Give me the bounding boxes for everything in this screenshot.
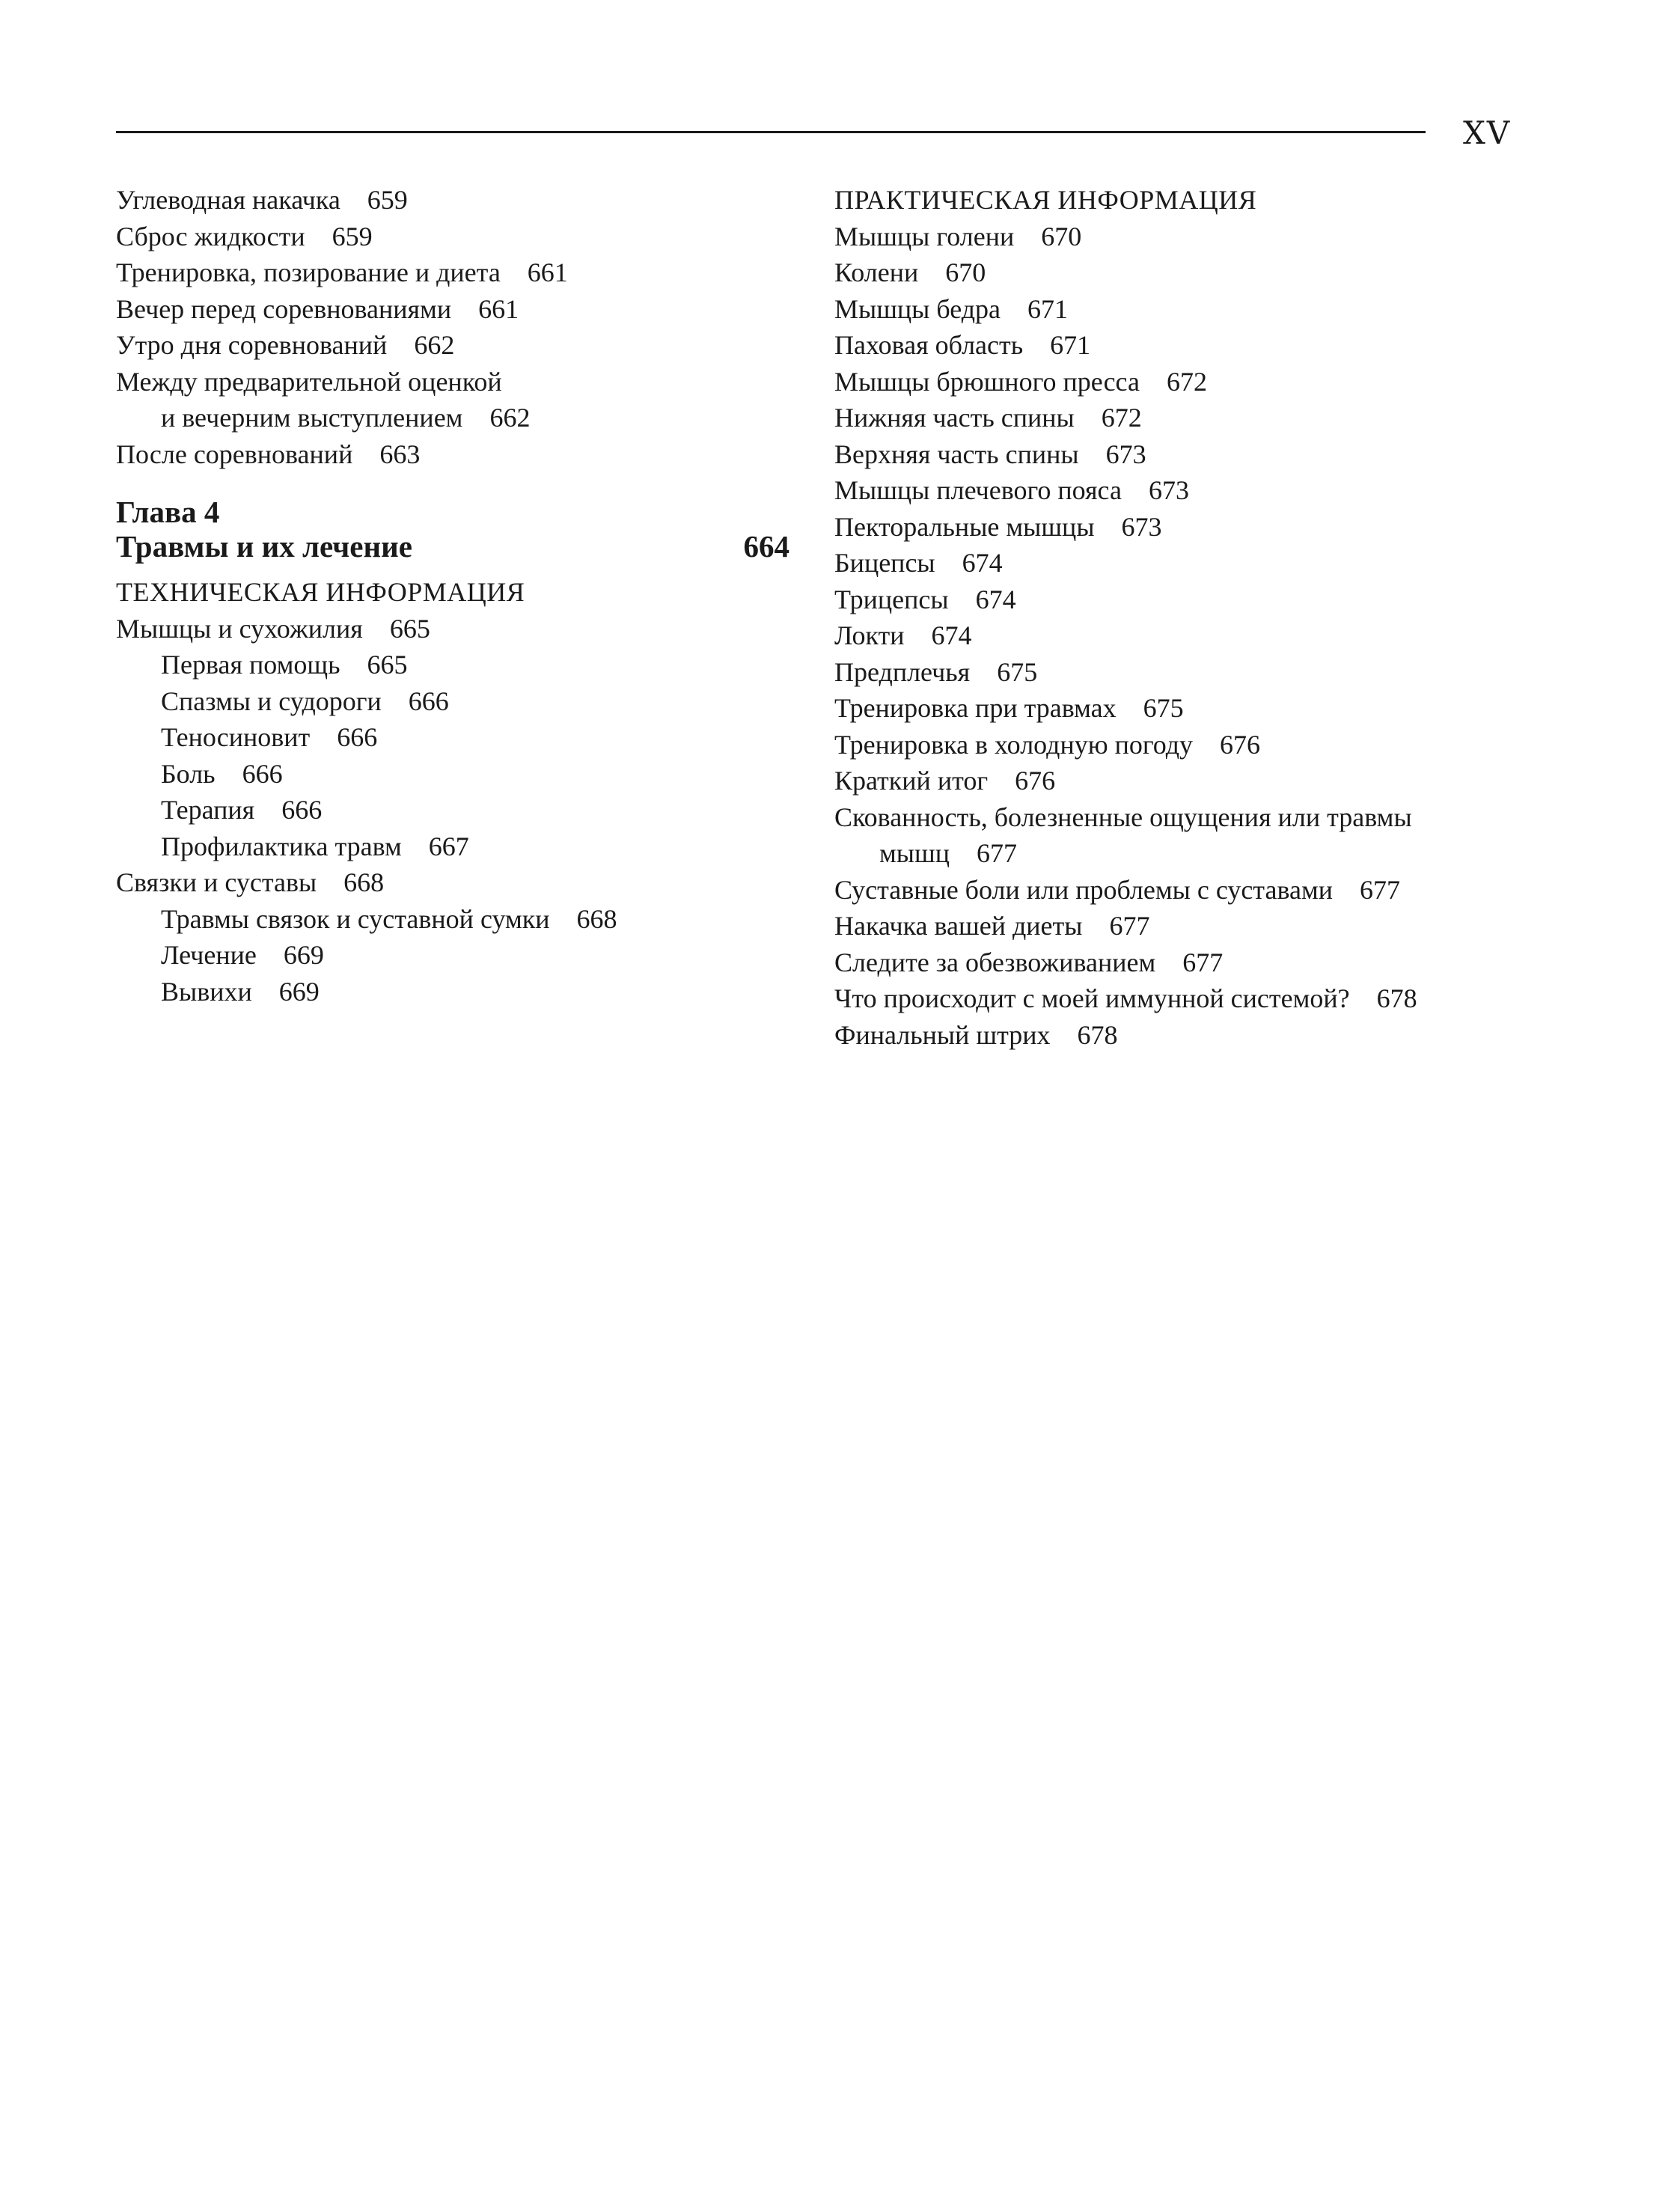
toc-page-number: 677 bbox=[1109, 911, 1150, 941]
toc-page-number: 665 bbox=[389, 613, 430, 644]
toc-page-number: 662 bbox=[489, 403, 531, 433]
toc-entry[interactable]: Углеводная накачка 659 bbox=[116, 185, 408, 215]
toc-page-number: 669 bbox=[278, 976, 320, 1007]
toc-entry[interactable]: Тренировка при травмах 675 bbox=[834, 693, 1184, 723]
toc-entry[interactable]: Верхняя часть спины 673 bbox=[834, 439, 1146, 469]
toc-subentry[interactable]: Терапия 666 bbox=[161, 795, 323, 825]
toc-page-number: 673 bbox=[1121, 511, 1162, 542]
toc-page-number: 670 bbox=[945, 257, 986, 287]
toc-page-number: 677 bbox=[1360, 874, 1400, 905]
toc-subentry[interactable]: Лечение 669 bbox=[161, 940, 324, 970]
toc-entry[interactable]: Суставные боли или проблемы с суставами 677 bbox=[834, 874, 1400, 905]
toc-page-number: 661 bbox=[527, 257, 568, 287]
toc-entry[interactable]: Пекторальные мышцы 673 bbox=[834, 511, 1162, 542]
toc-page-number: 674 bbox=[962, 548, 1003, 578]
toc-subentry[interactable]: Спазмы и судороги 666 bbox=[161, 686, 449, 716]
toc-entry[interactable]: Локти 674 bbox=[834, 620, 972, 650]
toc-subentry[interactable]: Теносиновит 666 bbox=[161, 722, 378, 752]
toc-entry[interactable]: Предплечья 675 bbox=[834, 656, 1038, 687]
toc-page-number: 676 bbox=[1015, 766, 1056, 796]
toc-page-number: 675 bbox=[1143, 693, 1184, 723]
header-rule bbox=[116, 131, 1426, 133]
chapter-label: Глава 4 bbox=[116, 495, 220, 529]
toc-entry[interactable]: Мышцы голени 670 bbox=[834, 221, 1082, 251]
toc-page-number: 674 bbox=[931, 620, 972, 650]
toc-right-column bbox=[834, 182, 1583, 1053]
toc-entry[interactable]: Краткий итог 676 bbox=[834, 766, 1056, 796]
toc-entry[interactable]: Тренировка, позирование и диета 661 bbox=[116, 257, 568, 287]
toc-page-number: 661 bbox=[478, 293, 519, 324]
chapter-heading[interactable] bbox=[116, 495, 789, 564]
toc-page-number: 675 bbox=[997, 656, 1038, 687]
toc-page-number: 674 bbox=[975, 584, 1016, 614]
page-number: XV bbox=[1463, 115, 1512, 151]
toc-entry[interactable]: Мышцы бедра 671 bbox=[834, 293, 1069, 324]
toc-page-number: 666 bbox=[242, 758, 283, 789]
toc-page-number: 659 bbox=[332, 221, 373, 251]
toc-page-number: 672 bbox=[1166, 366, 1207, 397]
toc-entry[interactable]: После соревнований 663 bbox=[116, 439, 421, 469]
toc-entry-multiline[interactable]: Между предварительной оценкой bbox=[116, 366, 502, 397]
toc-page-number: 673 bbox=[1105, 439, 1146, 469]
toc-page-number: 671 bbox=[1050, 330, 1091, 360]
toc-entry[interactable]: Финальный штрих 678 bbox=[834, 1019, 1118, 1050]
toc-entry[interactable]: Тренировка в холодную погоду 676 bbox=[834, 729, 1261, 760]
toc-page-number: 670 bbox=[1041, 221, 1082, 251]
toc-page-number: 666 bbox=[408, 686, 449, 716]
toc-page-number: 669 bbox=[283, 940, 324, 970]
toc-page-number: 676 bbox=[1220, 729, 1261, 760]
toc-page-number: 662 bbox=[414, 330, 455, 360]
toc-entry-continuation[interactable]: мышц 677 bbox=[879, 838, 1017, 868]
toc-entry[interactable]: Вечер перед соревнованиями 661 bbox=[116, 293, 519, 324]
toc-subentry[interactable]: Вывихи 669 bbox=[161, 976, 320, 1007]
toc-entry[interactable]: Связки и суставы 668 bbox=[116, 867, 385, 897]
toc-page-number: 677 bbox=[1182, 947, 1224, 977]
toc-page-number: 678 bbox=[1077, 1019, 1118, 1050]
toc-page-number: 665 bbox=[367, 650, 408, 680]
toc-entry[interactable]: Следите за обезвоживанием 677 bbox=[834, 947, 1224, 977]
toc-entry-multiline[interactable]: Скованность, болезненные ощущения или травмы bbox=[834, 802, 1412, 832]
toc-page-number: 673 bbox=[1148, 475, 1189, 505]
toc-entry[interactable]: Утро дня соревнований 662 bbox=[116, 330, 455, 360]
toc-page-number: 668 bbox=[343, 867, 385, 897]
toc-page-number: 671 bbox=[1027, 293, 1069, 324]
toc-entry[interactable]: Колени 670 bbox=[834, 257, 986, 287]
toc-subentry[interactable]: Профилактика травм 667 bbox=[161, 831, 469, 861]
toc-entry[interactable]: Бицепсы 674 bbox=[834, 548, 1003, 578]
toc-page-number: 667 bbox=[428, 831, 469, 861]
toc-entry[interactable]: Мышцы брюшного пресса 672 bbox=[834, 366, 1207, 397]
section-label-technical: ТЕХНИЧЕСКАЯ ИНФОРМАЦИЯ bbox=[116, 577, 525, 607]
toc-entry-continuation[interactable]: и вечерним выступлением 662 bbox=[161, 403, 531, 433]
toc-page-number: 666 bbox=[281, 795, 323, 825]
chapter-title: Травмы и их лечение bbox=[116, 529, 412, 564]
toc-entry[interactable]: Паховая область 671 bbox=[834, 330, 1091, 360]
toc-entry[interactable]: Накачка вашей диеты 677 bbox=[834, 911, 1150, 941]
section-label-practical: ПРАКТИЧЕСКАЯ ИНФОРМАЦИЯ bbox=[834, 185, 1257, 215]
toc-left-column bbox=[116, 182, 789, 1010]
toc-subentry[interactable]: Первая помощь 665 bbox=[161, 650, 408, 680]
toc-page-number: 666 bbox=[337, 722, 378, 752]
toc-page-number: 678 bbox=[1376, 983, 1417, 1013]
toc-page-number: 659 bbox=[367, 185, 408, 215]
toc-entry[interactable]: Нижняя часть спины 672 bbox=[834, 403, 1142, 433]
toc-page-number: 663 bbox=[379, 439, 421, 469]
toc-page-number: 668 bbox=[576, 903, 617, 934]
toc-entry[interactable]: Сброс жидкости 659 bbox=[116, 221, 373, 251]
toc-page-number: 677 bbox=[976, 838, 1017, 868]
toc-entry[interactable]: Мышцы плечевого пояса 673 bbox=[834, 475, 1189, 505]
toc-subentry[interactable]: Травмы связок и суставной сумки 668 bbox=[161, 903, 617, 934]
toc-entry[interactable]: Что происходит с моей иммунной системой? 678 bbox=[834, 983, 1417, 1013]
toc-entry[interactable]: Трицепсы 674 bbox=[834, 584, 1016, 614]
toc-page-number: 672 bbox=[1101, 403, 1142, 433]
chapter-page-number: 664 bbox=[743, 529, 789, 564]
toc-entry[interactable]: Мышцы и сухожилия 665 bbox=[116, 613, 430, 644]
toc-subentry[interactable]: Боль 666 bbox=[161, 758, 283, 789]
